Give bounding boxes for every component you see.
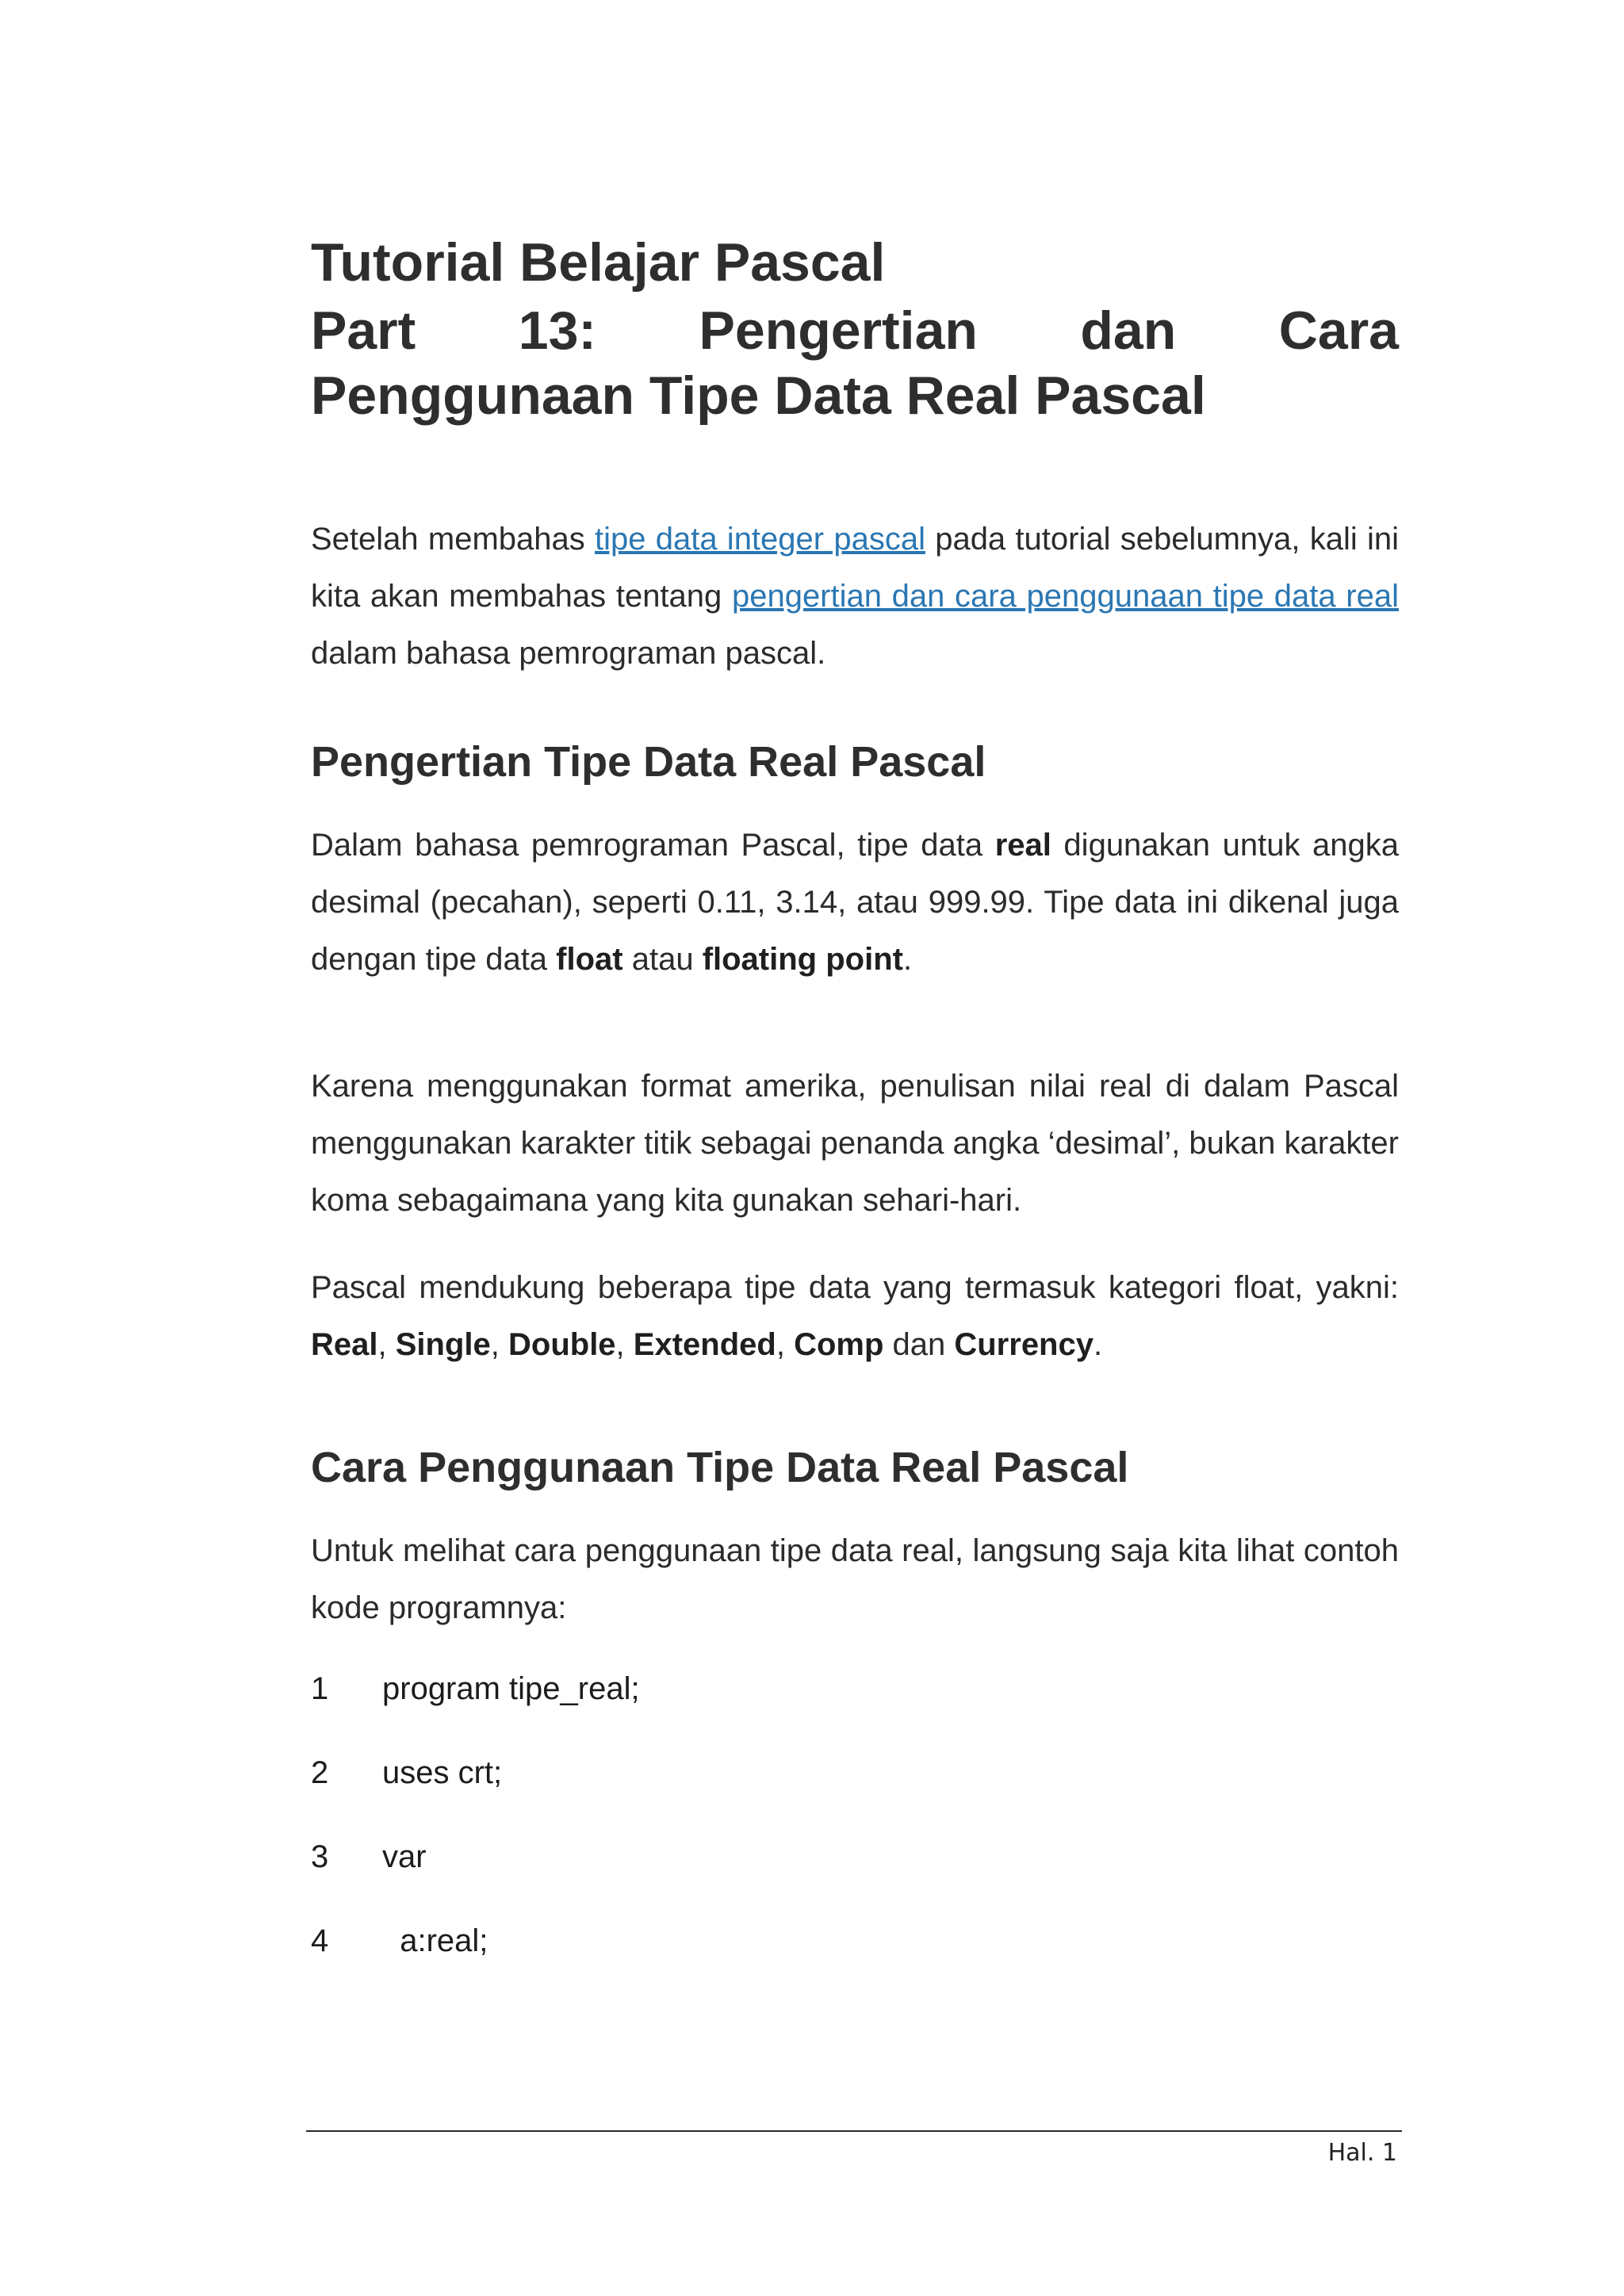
- code-text: a:real;: [382, 1923, 488, 1958]
- type-name: Real: [311, 1327, 378, 1362]
- code-text: program tipe_real;: [382, 1671, 640, 1706]
- separator: ,: [776, 1327, 795, 1362]
- bold-term: real: [994, 828, 1051, 863]
- paragraph-text: Pascal mendukung beberapa tipe data yang termasuk kategori float, yakni:: [311, 1270, 1399, 1305]
- subtitle-line-2: Penggunaan Tipe Data Real Pascal: [311, 365, 1206, 426]
- intro-text: pada tutorial sebelumnya, kali ini kita akan membahas tentang: [311, 522, 1399, 614]
- subtitle-word: Part: [311, 300, 416, 361]
- definition-paragraph: [311, 817, 1399, 988]
- section-heading-pengertian: Pengertian Tipe Data Real Pascal: [311, 738, 986, 786]
- code-text: uses crt;: [382, 1755, 503, 1790]
- code-text: var: [382, 1839, 427, 1874]
- subtitle-word: dan: [1080, 300, 1177, 361]
- page-content: [311, 230, 1399, 1960]
- code-line: [311, 1922, 1399, 1960]
- paragraph-text: .: [1093, 1327, 1103, 1362]
- intro-paragraph: [311, 511, 1399, 682]
- subtitle-word: Cara: [1278, 300, 1399, 361]
- separator: ,: [615, 1327, 634, 1362]
- line-number: 3: [311, 1839, 329, 1874]
- separator: ,: [490, 1327, 508, 1362]
- type-name: Currency: [954, 1327, 1094, 1362]
- section-heading-cara: Cara Penggunaan Tipe Data Real Pascal: [311, 1444, 1129, 1491]
- line-number: 4: [311, 1923, 329, 1958]
- paragraph-text: .: [902, 942, 913, 977]
- bold-term: floating point: [702, 942, 903, 977]
- paragraph-text: atau: [622, 942, 703, 977]
- subtitle-line-1: [311, 298, 1399, 363]
- real-tutorial-link[interactable]: pengertian dan cara penggunaan tipe data real: [731, 579, 1400, 614]
- line-number: 2: [311, 1755, 329, 1790]
- float-types-paragraph: [311, 1259, 1399, 1373]
- type-name: Double: [508, 1327, 616, 1362]
- page-subtitle: [311, 298, 1399, 428]
- code-line: [311, 1670, 1399, 1708]
- intro-text: dalam bahasa pemrograman pascal.: [311, 636, 826, 671]
- format-paragraph: Karena menggunakan format amerika, penulisan nilai real di dalam Pascal menggunakan karakter titik sebagai penanda angka ‘desimal’, bukan karakter koma sebagaimana yang kita gunakan sehari-hari.: [311, 1069, 1399, 1218]
- line-number: 1: [311, 1671, 329, 1706]
- paragraph-text: digunakan untuk angka desimal (pecahan), seperti 0.11, 3.14, atau 999.99. Tipe data ini dikenal juga dengan tipe data: [311, 828, 1399, 977]
- footer-divider: [306, 2130, 1402, 2132]
- subtitle-word: 13:: [518, 300, 597, 361]
- code-line: [311, 1754, 1399, 1792]
- subtitle-word: Pengertian: [699, 300, 978, 361]
- type-name: Single: [395, 1327, 491, 1362]
- integer-tutorial-link[interactable]: tipe data integer pascal: [595, 522, 925, 557]
- intro-text: Setelah membahas: [311, 522, 595, 557]
- page-number: Hal. 1: [1327, 2139, 1397, 2167]
- type-name: Comp: [794, 1327, 884, 1362]
- paragraph-text: Dalam bahasa pemrograman Pascal, tipe data: [311, 828, 995, 863]
- page-title: Tutorial Belajar Pascal: [311, 232, 886, 293]
- separator: ,: [377, 1327, 396, 1362]
- code-line: [311, 1838, 1399, 1876]
- bold-term: float: [556, 942, 623, 977]
- code-listing: [311, 1670, 1399, 1960]
- example-intro-paragraph: Untuk melihat cara penggunaan tipe data real, langsung saja kita lihat contoh kode programnya:: [311, 1533, 1399, 1625]
- conjunction: dan: [883, 1327, 955, 1362]
- type-name: Extended: [633, 1327, 776, 1362]
